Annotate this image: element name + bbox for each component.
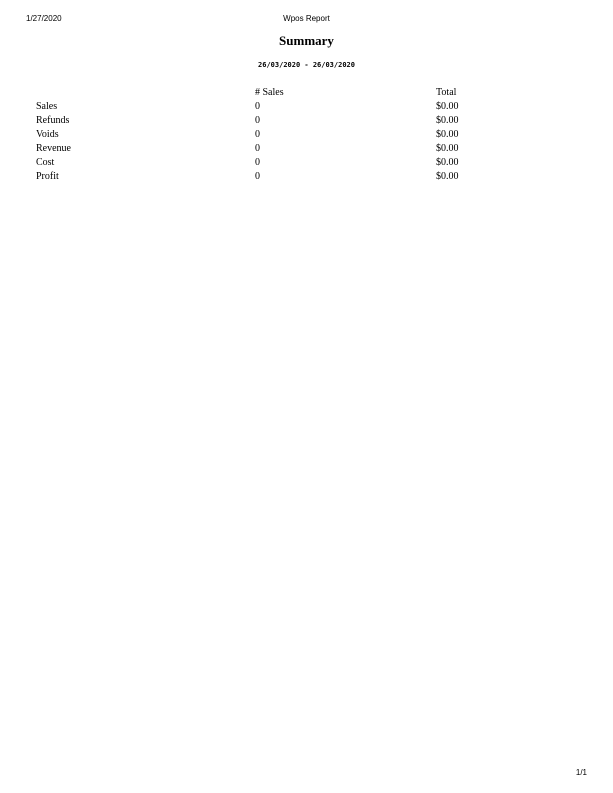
table-row — [36, 100, 576, 114]
row-label: Sales — [36, 101, 58, 112]
column-header-total: Total — [436, 87, 457, 98]
column-header-sales-count: # Sales — [255, 87, 284, 98]
row-total: $0.00 — [436, 171, 459, 182]
row-total: $0.00 — [436, 129, 459, 140]
table-row — [36, 170, 576, 184]
report-date-range: 26/03/2020 - 26/03/2020 — [258, 61, 355, 69]
table-row — [36, 114, 576, 128]
row-total: $0.00 — [436, 143, 459, 154]
row-label: Voids — [36, 129, 59, 140]
row-total: $0.00 — [436, 157, 459, 168]
page-number: 1/1 — [575, 768, 587, 777]
row-count: 0 — [255, 171, 260, 182]
row-count: 0 — [255, 101, 260, 112]
row-label: Revenue — [36, 143, 71, 154]
row-total: $0.00 — [436, 115, 459, 126]
table-header-row — [36, 86, 576, 100]
row-count: 0 — [255, 129, 260, 140]
page-header-title: Wpos Report — [283, 14, 330, 23]
row-label: Cost — [36, 157, 55, 168]
row-label: Profit — [36, 171, 59, 182]
row-count: 0 — [255, 143, 260, 154]
row-label: Refunds — [36, 115, 70, 126]
row-count: 0 — [255, 115, 260, 126]
row-count: 0 — [255, 157, 260, 168]
report-title: Summary — [279, 33, 334, 48]
print-date: 1/27/2020 — [26, 14, 62, 23]
row-total: $0.00 — [436, 101, 459, 112]
table-row — [36, 128, 576, 142]
table-row — [36, 156, 576, 170]
table-row — [36, 142, 576, 156]
summary-table — [36, 86, 576, 184]
